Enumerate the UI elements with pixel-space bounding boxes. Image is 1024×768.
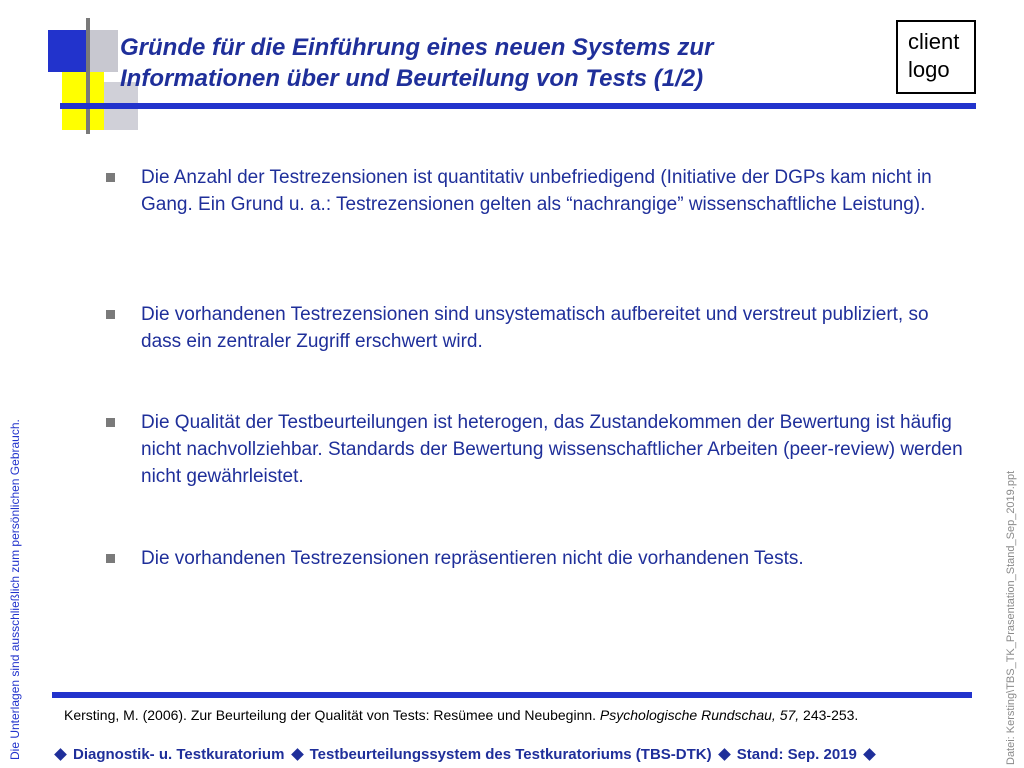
list-item bbox=[100, 545, 970, 572]
logo-line-1: client bbox=[908, 29, 960, 54]
deco-vertical-line bbox=[86, 18, 90, 134]
square-bullet-icon bbox=[106, 173, 115, 182]
square-bullet-icon bbox=[106, 554, 115, 563]
list-item bbox=[100, 164, 970, 218]
square-bullet-icon bbox=[106, 310, 115, 319]
page-title bbox=[120, 32, 880, 94]
deco-blue-square bbox=[48, 30, 90, 72]
diamond-icon bbox=[863, 748, 876, 761]
bullet-text: Die Qualität der Testbeurteilungen ist heterogen, das Zustandekommen der Bewertung ist häufig nicht nachvollziehbar. Standards der Bewertung wissenschaftlicher Arbeiten (peer-review) werden nicht gewährleistet. bbox=[141, 412, 963, 487]
title-line-1: Gründe für die Einführung eines neuen Systems zur bbox=[120, 34, 714, 61]
deco-yellow-square bbox=[62, 72, 104, 130]
square-bullet-icon bbox=[106, 418, 115, 427]
citation-prefix: Kersting, M. (2006). Zur Beurteilung der Qualität von Tests: Resümee und Neubeginn. bbox=[64, 707, 600, 723]
diamond-icon bbox=[54, 748, 67, 761]
side-note-left: Die Unterlagen sind ausschließlich zum persönlichen Gebrauch. bbox=[8, 419, 22, 760]
footer-item-1: Diagnostik- u. Testkuratorium bbox=[73, 746, 285, 763]
bullet-text: Die Anzahl der Testrezensionen ist quantitativ unbefriedigend (Initiative der DGPs kam nicht in Gang. Ein Grund u. a.: Testrezensionen gelten als “nachrangige” wissenschaftliche Leistung). bbox=[141, 167, 932, 215]
bullet-text: Die vorhandenen Testrezensionen sind unsystematisch aufbereitet und verstreut publiziert, so dass ein zentraler Zugriff erschwert wird. bbox=[141, 304, 929, 352]
list-item bbox=[100, 301, 970, 355]
client-logo bbox=[896, 20, 976, 94]
diamond-icon bbox=[718, 748, 731, 761]
side-note-right: Datei: Kersting\TBS_TK_Prasentation_Stand_Sep_2019.ppt bbox=[1005, 470, 1017, 765]
title-line-2: Informationen über und Beurteilung von Tests (1/2) bbox=[120, 65, 704, 92]
bullet-text: Die vorhandenen Testrezensionen repräsentieren nicht die vorhandenen Tests. bbox=[141, 548, 804, 569]
list-item bbox=[100, 409, 970, 490]
deco-gray-square bbox=[90, 30, 118, 72]
citation bbox=[64, 705, 1024, 725]
citation-suffix: 243-253. bbox=[799, 707, 859, 723]
citation-journal: Psychologische Rundschau, 57, bbox=[599, 707, 800, 723]
footer-item-2: Testbeurteilungssystem des Testkuratoriums (TBS-DTK) bbox=[309, 746, 712, 763]
footer bbox=[52, 744, 992, 766]
deco-bottom-rule bbox=[52, 692, 972, 698]
deco-title-underline bbox=[60, 103, 976, 109]
footer-item-3: Stand: Sep. 2019 bbox=[736, 746, 857, 763]
logo-line-2: logo bbox=[908, 57, 950, 82]
diamond-icon bbox=[291, 748, 304, 761]
